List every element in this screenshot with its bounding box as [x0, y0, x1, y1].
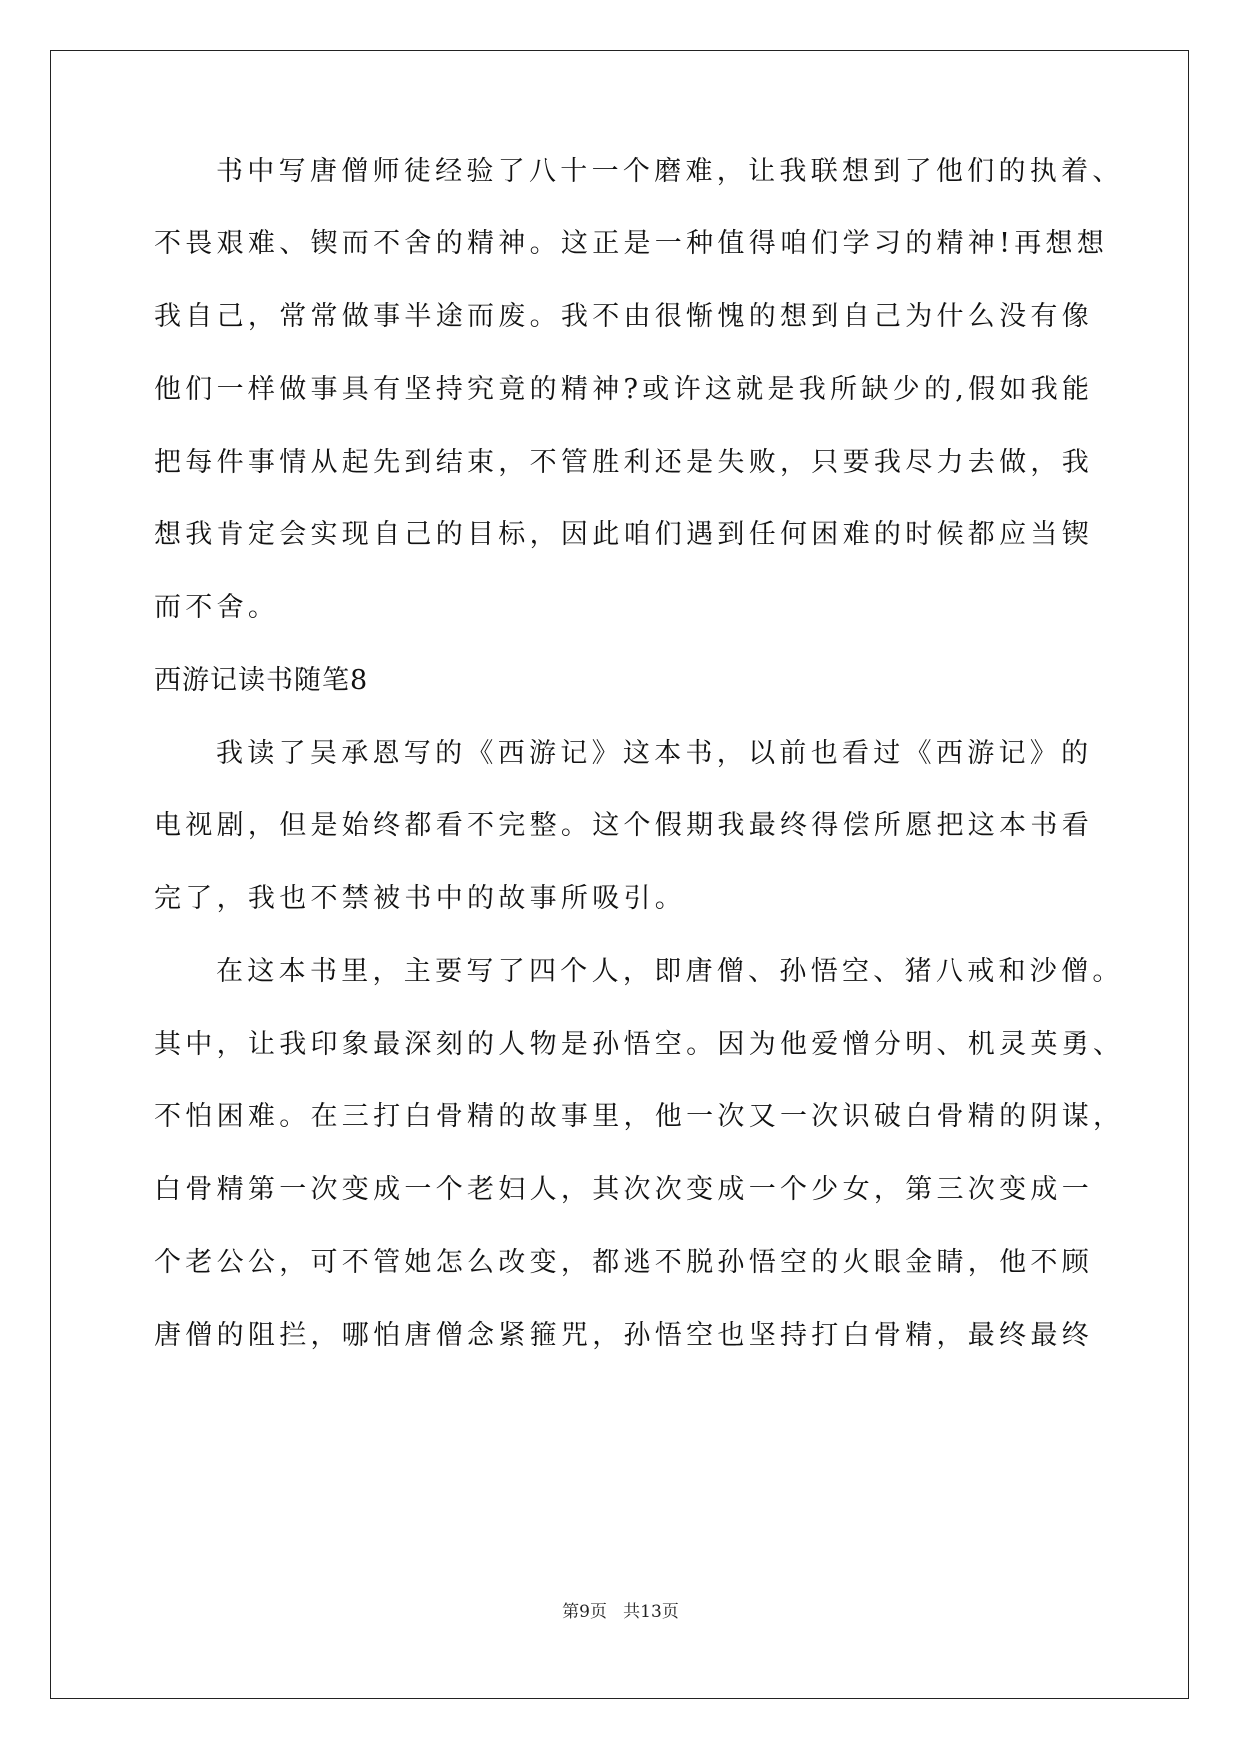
paragraph-line: 完了，我也不禁被书中的故事所吸引。	[154, 883, 687, 914]
paragraph-line: 唐僧的阻拦，哪怕唐僧念紧箍咒，孙悟空也坚持打白骨精，最终最终	[154, 1320, 1093, 1351]
paragraph-line: 而不舍。	[154, 592, 280, 623]
paragraph-line: 我自己，常常做事半途而废。我不由很惭愧的想到自己为什么没有像	[154, 301, 1093, 332]
paragraph-line: 电视剧，但是始终都看不完整。这个假期我最终得偿所愿把这本书看	[154, 810, 1093, 841]
paragraph-line: 想我肯定会实现自己的目标，因此咱们遇到任何困难的时候都应当锲	[154, 519, 1093, 550]
section-heading: 西游记读书随笔8	[154, 665, 369, 696]
paragraph-line: 书中写唐僧师徒经验了八十一个磨难，让我联想到了他们的执着、	[216, 156, 1124, 187]
paragraph-line: 他们一样做事具有坚持究竟的精神?或许这就是我所缺少的,假如我能	[154, 374, 1094, 405]
paragraph-line: 个老公公，可不管她怎么改变，都逃不脱孙悟空的火眼金睛，他不顾	[154, 1247, 1093, 1278]
page-border	[50, 50, 1189, 1699]
paragraph-line: 在这本书里，主要写了四个人，即唐僧、孙悟空、猪八戒和沙僧。	[216, 956, 1124, 987]
paragraph-line: 我读了吴承恩写的《西游记》这本书，以前也看过《西游记》的	[216, 738, 1093, 769]
paragraph-line: 其中，让我印象最深刻的人物是孙悟空。因为他爱憎分明、机灵英勇、	[154, 1029, 1125, 1060]
page-number-footer: 第9页 共13页	[562, 1602, 679, 1622]
paragraph-line: 不畏艰难、锲而不舍的精神。这正是一种值得咱们学习的精神!再想想	[154, 228, 1109, 259]
paragraph-line: 白骨精第一次变成一个老妇人，其次次变成一个少女，第三次变成一	[154, 1174, 1093, 1205]
paragraph-line: 不怕困难。在三打白骨精的故事里，他一次又一次识破白骨精的阴谋，	[154, 1101, 1125, 1132]
paragraph-line: 把每件事情从起先到结束，不管胜利还是失败，只要我尽力去做，我	[154, 447, 1093, 478]
